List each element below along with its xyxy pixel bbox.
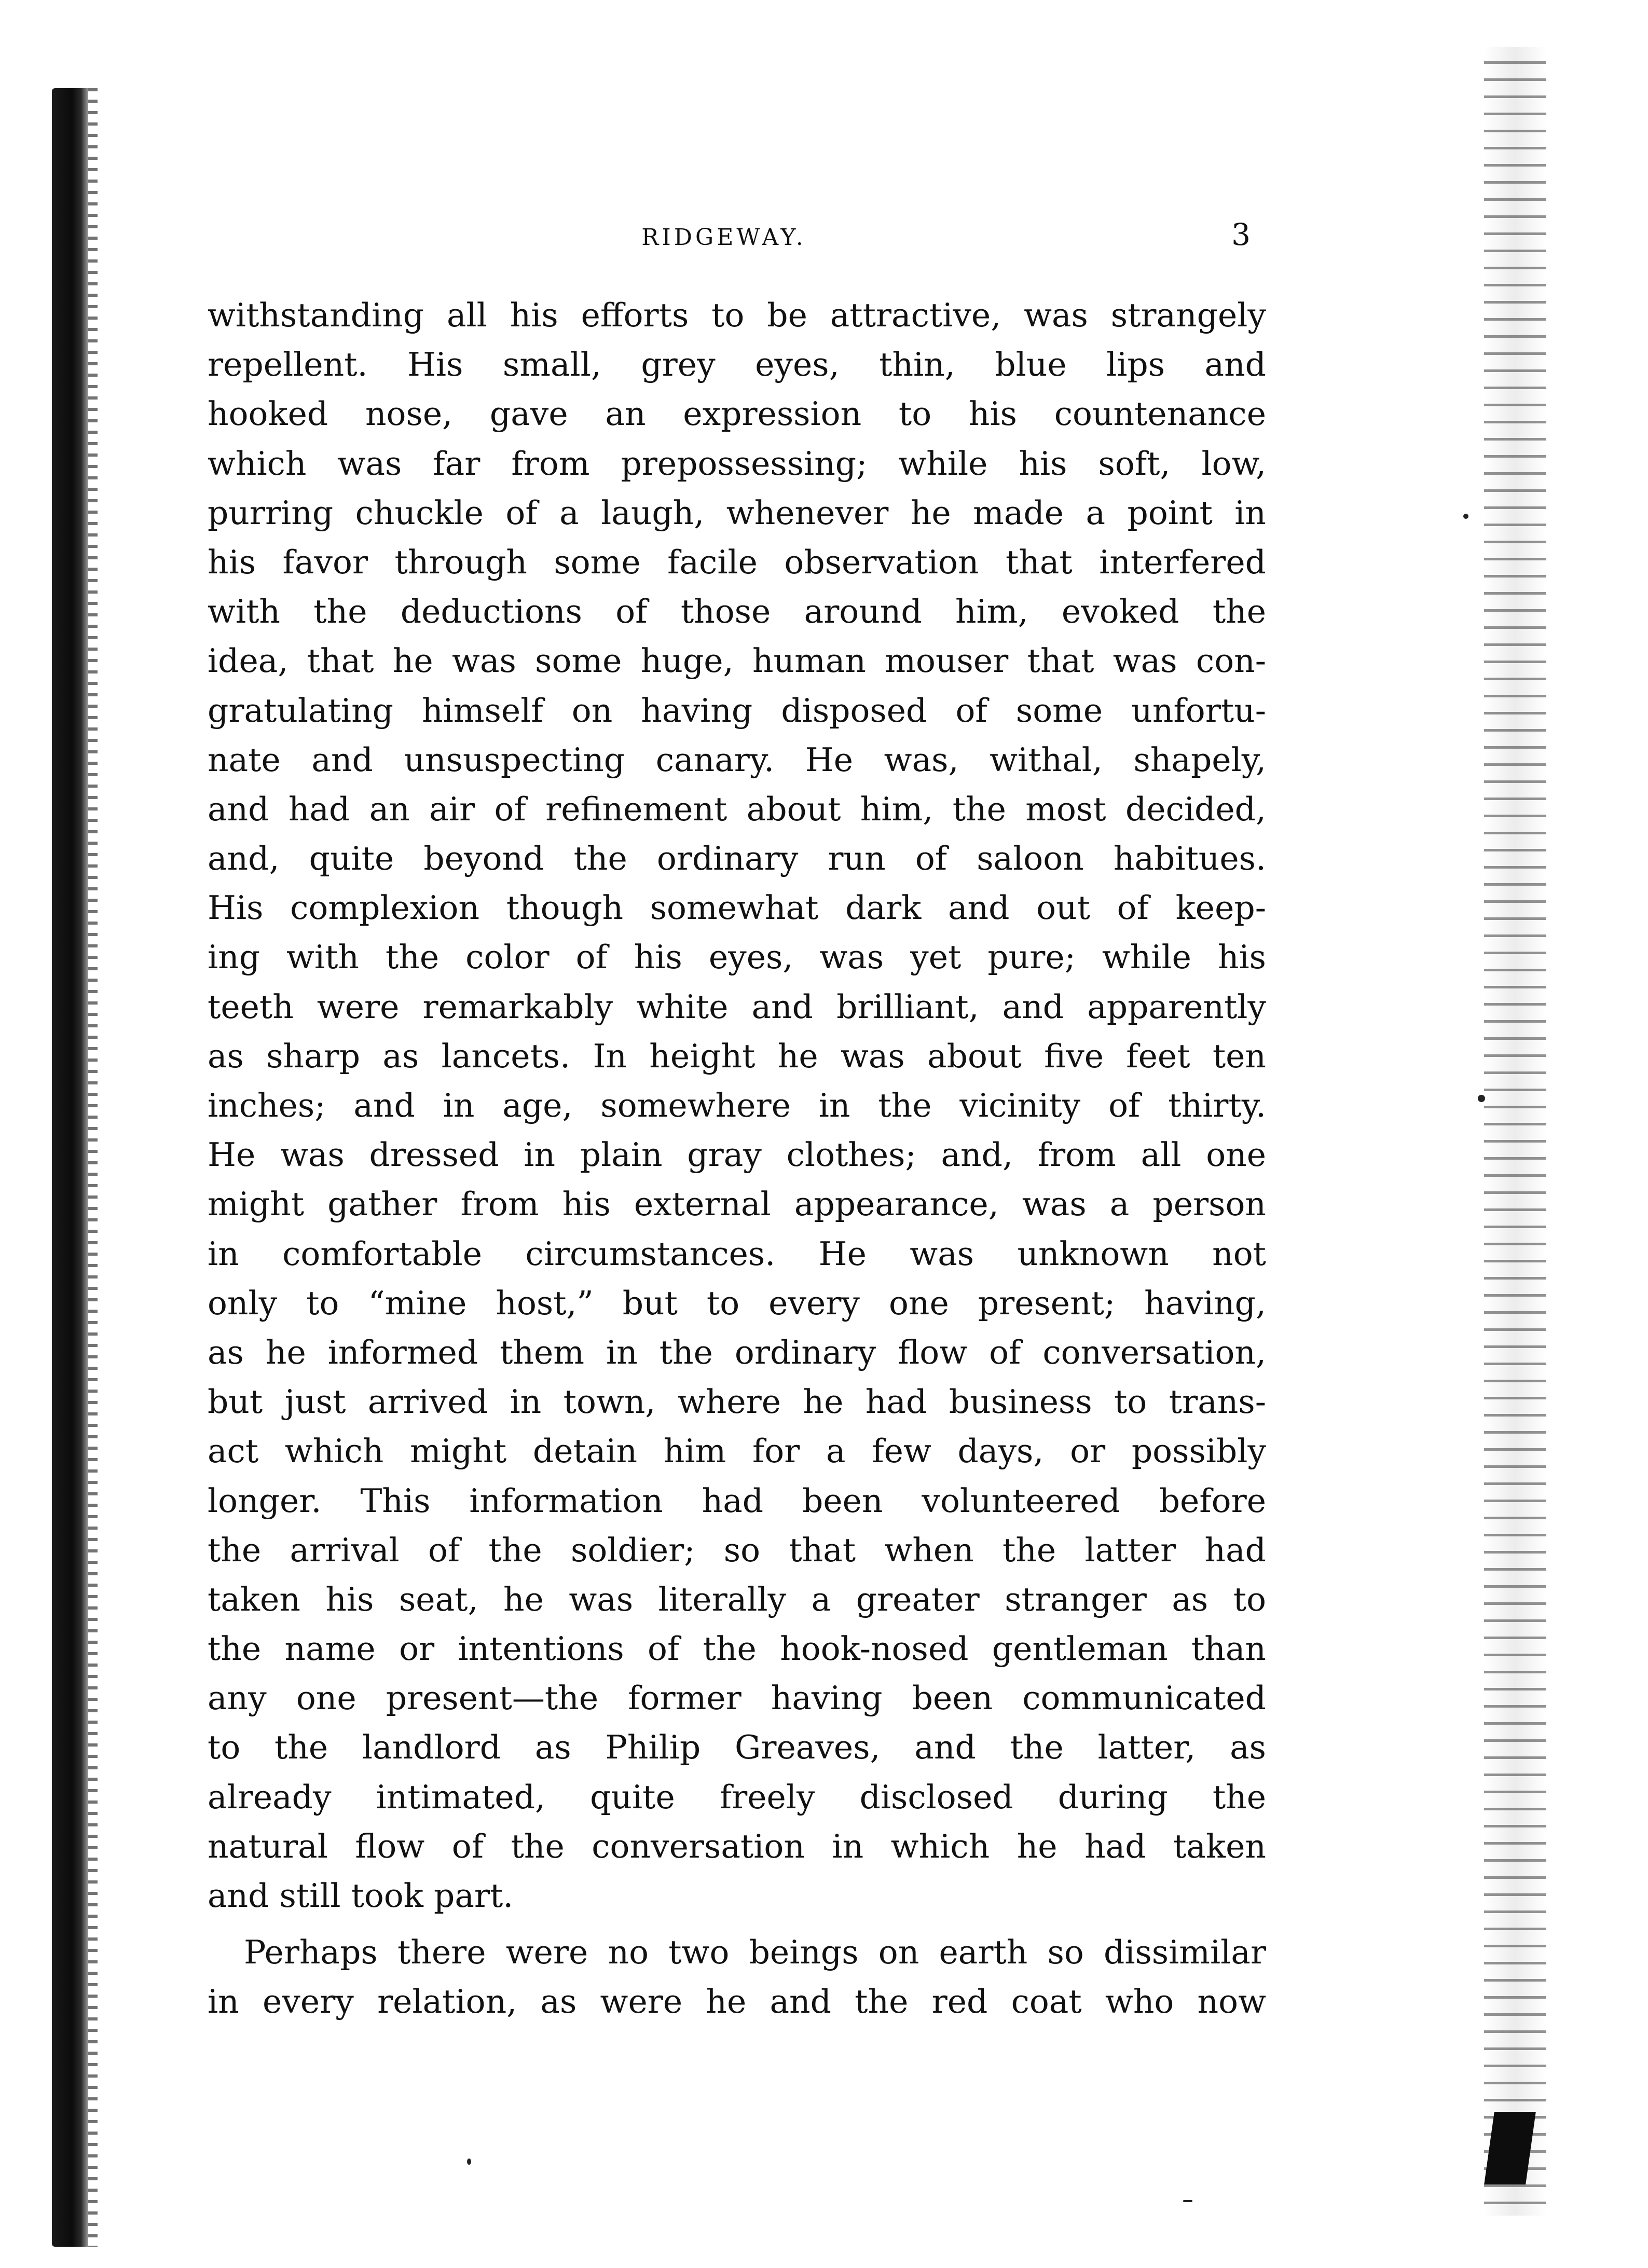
text-line: inches; and in age, somewhere in the vicinity of thirty. (208, 1087, 1266, 1124)
text-line: and still took part. (208, 1877, 514, 1915)
text-line: as he informed them in the ordinary flow of conversation, (208, 1333, 1266, 1371)
text-line: only to “mine host,” but to every one present; having, (208, 1284, 1266, 1322)
text-line: any one present—the former having been communicated (208, 1679, 1266, 1717)
running-title: RIDGEWAY. (641, 224, 806, 251)
text-line: longer. This information had been volunteered before (208, 1481, 1266, 1520)
text-line: and had an air of refinement about him, the most decided, (208, 790, 1266, 828)
paragraph (208, 291, 1266, 1920)
text-line: to the landlord as Philip Greaves, and the latter, as (208, 1728, 1266, 1767)
text-line: the name or intentions of the hook-nosed gentleman than (208, 1630, 1266, 1668)
paragraph-gap (208, 1920, 1266, 1928)
text-line: might gather from his external appearance, was a person (208, 1185, 1266, 1224)
page-number: 3 (1231, 217, 1251, 252)
text-line: teeth were remarkably white and brilliant, and apparently (208, 987, 1266, 1026)
text-line: His complexion though somewhat dark and out of keep- (208, 889, 1266, 927)
page-body (208, 291, 1266, 2027)
text-line: which was far from prepossessing; while his soft, low, (208, 444, 1266, 483)
text-line: hooked nose, gave an expression to his countenance (208, 395, 1266, 433)
text-line: nate and unsuspecting canary. He was, withal, shapely, (208, 740, 1266, 779)
text-line: act which might detain him for a few days, or possibly (208, 1432, 1266, 1470)
text-line: the arrival of the soldier; so that when the latter had (208, 1531, 1266, 1569)
text-line: and, quite beyond the ordinary run of saloon habitues. (208, 840, 1266, 878)
text-line: repellent. His small, grey eyes, thin, blue lips and (208, 346, 1266, 384)
text-line: ing with the color of his eyes, was yet pure; while his (208, 938, 1266, 977)
text-line: in comfortable circumstances. He was unknown not (208, 1234, 1266, 1273)
text-line: He was dressed in plain gray clothes; and, from all one (208, 1136, 1266, 1174)
text-line: as sharp as lancets. In height he was about five feet ten (208, 1037, 1266, 1075)
page-edge-right (1484, 47, 1546, 2216)
scan-speck (1183, 2200, 1192, 2202)
text-line: in every relation, as were he and the red coat who now (208, 1983, 1266, 2021)
running-head (197, 213, 1251, 259)
text-line: natural flow of the conversation in which he had taken (208, 1827, 1266, 1865)
text-line: but just arrived in town, where he had business to trans- (208, 1383, 1266, 1421)
text-line: idea, that he was some huge, human mouser that was con- (208, 642, 1266, 680)
text-line: his favor through some facile observation that interfered (208, 543, 1266, 581)
scan-speck (1463, 514, 1468, 519)
text-line: purring chuckle of a laugh, whenever he made a point in (208, 493, 1266, 532)
text-line: withstanding all his efforts to be attractive, was strangely (208, 296, 1266, 334)
binding-edge (52, 88, 88, 2247)
paragraph (208, 1928, 1266, 2026)
text-line: with the deductions of those around him, evoked the (208, 593, 1266, 631)
scan-speck (467, 2159, 471, 2165)
text-line: Perhaps there were no two beings on earth so dissimilar (244, 1933, 1266, 1972)
scan-speck (1478, 1095, 1485, 1102)
text-line: taken his seat, he was literally a greater stranger as to (208, 1580, 1266, 1618)
text-line: already intimated, quite freely disclosed during the (208, 1778, 1266, 1816)
text-line: gratulating himself on having disposed of some unfortu- (208, 691, 1266, 730)
